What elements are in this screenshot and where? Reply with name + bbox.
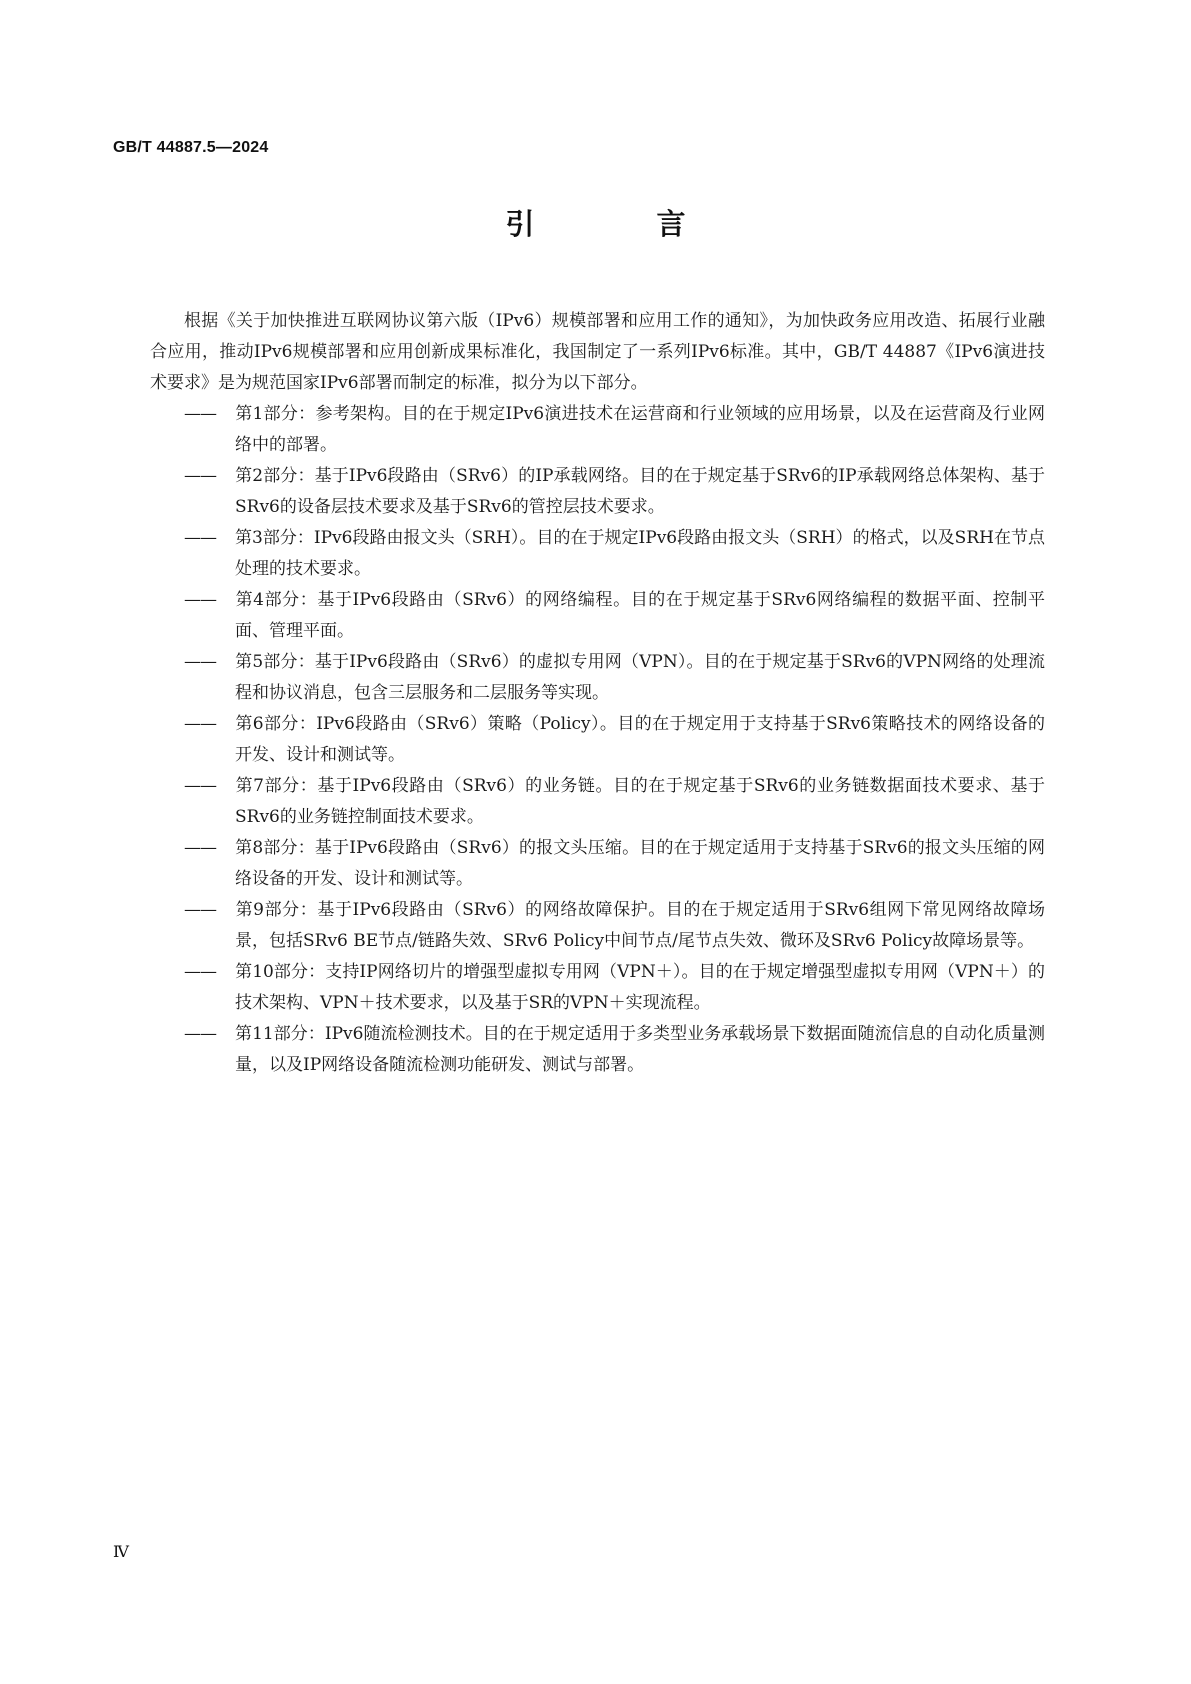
- dash-marker: ——: [184, 714, 216, 734]
- list-item-text: 第4部分：基于IPv6段路由（SRv6）的网络编程。目的在于规定基于SRv6网络编程的数据平面、控制平面、管理平面。: [235, 590, 1045, 641]
- dash-marker: ——: [184, 962, 216, 982]
- intro-paragraph: 根据《关于加快推进互联网协议第六版（IPv6）规模部署和应用工作的通知》，为加快政务应用改造、拓展行业融合应用，推动IPv6规模部署和应用创新成果标准化，我国制定了一系列IPv6标准。其中，GB/T 44887《IPv6演进技术要求》是为规范国家IPv6部署而制定的标准，拟分为以下部分。: [150, 311, 1045, 393]
- list-item: [184, 523, 1045, 585]
- dash-marker: ——: [184, 838, 216, 858]
- dash-marker: ——: [184, 528, 216, 548]
- list-item: [184, 833, 1045, 895]
- document-body: [150, 306, 1045, 1081]
- dash-marker: ——: [184, 590, 216, 610]
- parts-list: [150, 399, 1045, 1081]
- list-item-text: 第8部分：基于IPv6段路由（SRv6）的报文头压缩。目的在于规定适用于支持基于SRv6的报文头压缩的网络设备的开发、设计和测试等。: [235, 838, 1045, 889]
- list-item-text: 第1部分：参考架构。目的在于规定IPv6演进技术在运营商和行业领域的应用场景，以及在运营商及行业网络中的部署。: [235, 404, 1045, 455]
- page-title: 引 言: [505, 207, 742, 241]
- list-item: [184, 647, 1045, 709]
- page-number: Ⅳ: [113, 1542, 129, 1561]
- dash-marker: ——: [184, 776, 216, 796]
- dash-marker: ——: [184, 1024, 216, 1044]
- list-item-text: 第6部分：IPv6段路由（SRv6）策略（Policy）。目的在于规定用于支持基于SRv6策略技术的网络设备的开发、设计和测试等。: [235, 714, 1045, 765]
- list-item-text: 第5部分：基于IPv6段路由（SRv6）的虚拟专用网（VPN）。目的在于规定基于SRv6的VPN网络的处理流程和协议消息，包含三层服务和二层服务等实现。: [235, 652, 1045, 703]
- list-item-text: 第10部分：支持IP网络切片的增强型虚拟专用网（VPN＋）。目的在于规定增强型虚拟专用网（VPN＋）的技术架构、VPN＋技术要求，以及基于SR的VPN＋实现流程。: [235, 962, 1045, 1013]
- dash-marker: ——: [184, 466, 216, 486]
- list-item-text: 第11部分：IPv6随流检测技术。目的在于规定适用于多类型业务承载场景下数据面随流信息的自动化质量测量，以及IP网络设备随流检测功能研发、测试与部署。: [235, 1024, 1045, 1075]
- dash-marker: ——: [184, 900, 216, 920]
- list-item-text: 第3部分：IPv6段路由报文头（SRH）。目的在于规定IPv6段路由报文头（SRH）的格式，以及SRH在节点处理的技术要求。: [235, 528, 1045, 579]
- list-item: [184, 895, 1045, 957]
- list-item-text: 第2部分：基于IPv6段路由（SRv6）的IP承载网络。目的在于规定基于SRv6的IP承载网络总体架构、基于SRv6的设备层技术要求及基于SRv6的管控层技术要求。: [235, 466, 1045, 517]
- dash-marker: ——: [184, 652, 216, 672]
- standard-code: GB/T 44887.5—2024: [113, 139, 269, 156]
- list-item: [184, 709, 1045, 771]
- dash-marker: ——: [184, 404, 216, 424]
- list-item: [184, 585, 1045, 647]
- list-item: [184, 399, 1045, 461]
- list-item: [184, 957, 1045, 1019]
- list-item: [184, 771, 1045, 833]
- list-item: [184, 1019, 1045, 1081]
- list-item: [184, 461, 1045, 523]
- list-item-text: 第7部分：基于IPv6段路由（SRv6）的业务链。目的在于规定基于SRv6的业务链数据面技术要求、基于SRv6的业务链控制面技术要求。: [235, 776, 1045, 827]
- list-item-text: 第9部分：基于IPv6段路由（SRv6）的网络故障保护。目的在于规定适用于SRv6组网下常见网络故障场景，包括SRv6 BE节点/链路失效、SRv6 Policy中间节点/尾节点失效、微环及SRv6 Policy故障场景等。: [235, 900, 1045, 951]
